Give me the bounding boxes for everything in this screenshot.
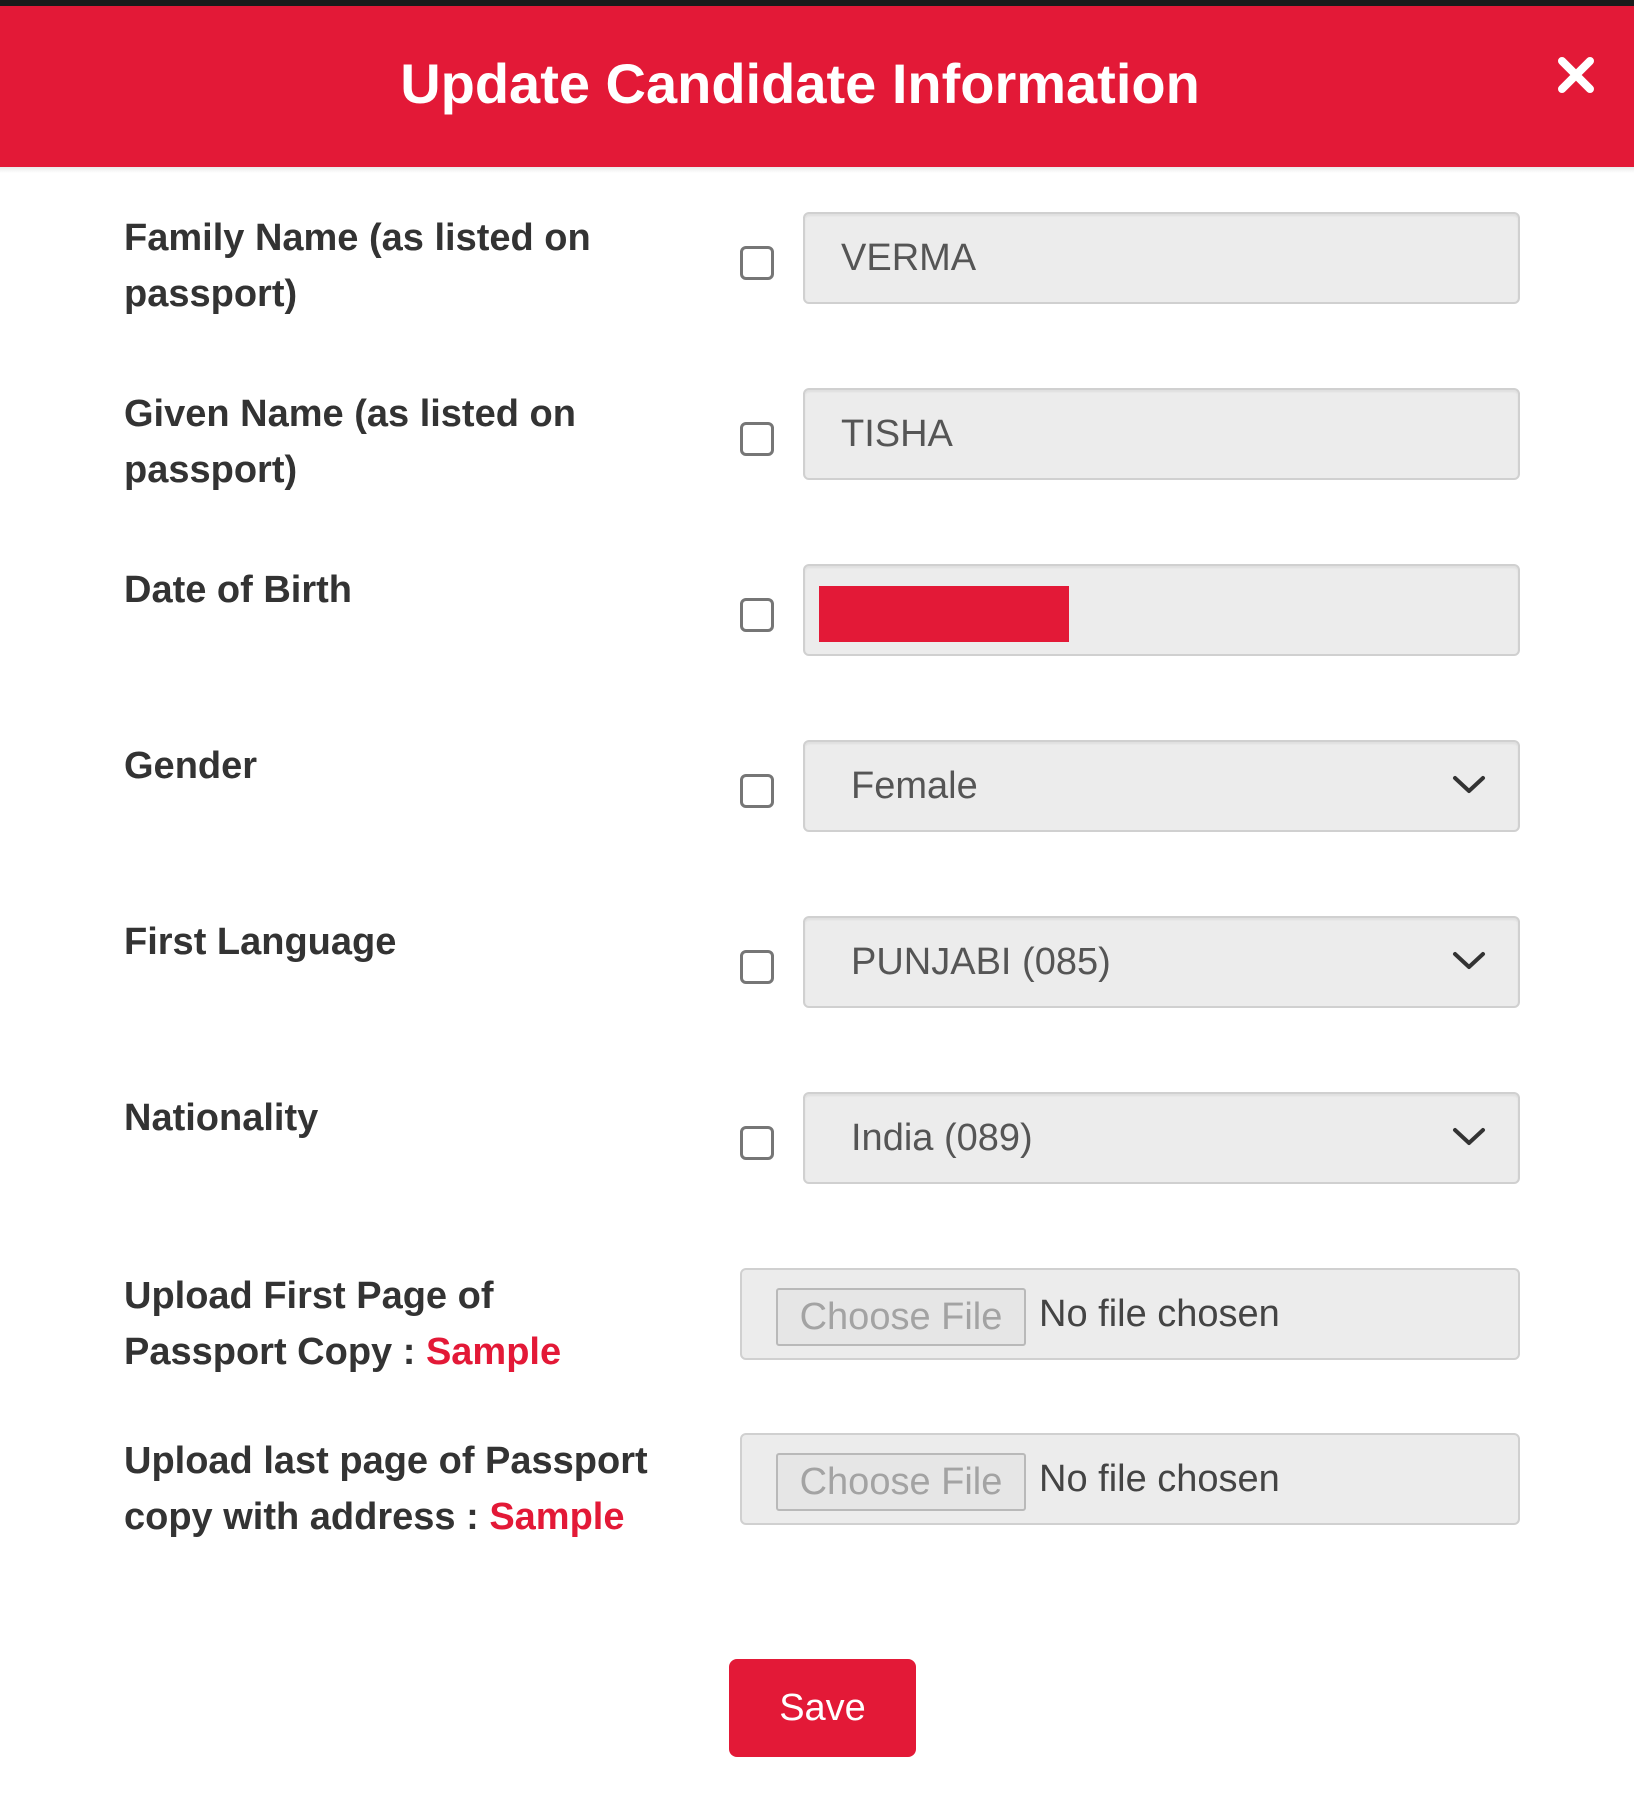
redaction-block <box>819 586 1069 642</box>
given-name-checkbox[interactable] <box>740 422 774 456</box>
upload-last-page-label-line1: Upload last page of Passport <box>124 1440 648 1482</box>
gender-selected-value: Female <box>851 765 978 807</box>
chevron-down-icon <box>1452 774 1486 796</box>
choose-file-button[interactable]: Choose File <box>776 1453 1026 1511</box>
chevron-down-icon <box>1452 950 1486 972</box>
given-name-field[interactable] <box>803 388 1520 480</box>
first-language-select[interactable] <box>803 916 1520 1008</box>
upload-last-page-label-line2: copy with address : <box>124 1496 479 1538</box>
gender-label: Gender <box>124 745 258 787</box>
save-button[interactable]: Save <box>729 1659 916 1757</box>
dob-field[interactable] <box>803 564 1520 656</box>
family-name-label: Family Name (as listed on passport) <box>124 217 591 315</box>
upload-first-page-label-line1: Upload First Page of <box>124 1275 494 1317</box>
choose-file-button[interactable]: Choose File <box>776 1288 1026 1346</box>
first-language-checkbox[interactable] <box>740 950 774 984</box>
given-name-label: Given Name (as listed on passport) <box>124 393 576 491</box>
modal-title: Update Candidate Information <box>400 52 1200 115</box>
close-icon <box>1556 55 1596 95</box>
upload-last-page-file-input[interactable] <box>740 1433 1520 1525</box>
first-language-label: First Language <box>124 921 397 963</box>
sample-link-first-page[interactable]: Sample <box>425 1331 562 1373</box>
upload-first-page-file-input[interactable] <box>740 1268 1520 1360</box>
header-divider <box>0 167 1634 173</box>
sample-link-last-page[interactable]: Sample <box>489 1496 625 1538</box>
nationality-checkbox[interactable] <box>740 1126 774 1160</box>
upload-first-page-label-line2: Passport Copy : <box>124 1331 416 1373</box>
close-button[interactable] <box>1556 55 1606 105</box>
given-name-value: TISHA <box>841 413 953 455</box>
upload-last-page-label <box>124 1433 684 1545</box>
gender-checkbox[interactable] <box>740 774 774 808</box>
family-name-value: VERMA <box>841 237 977 279</box>
gender-select[interactable] <box>803 740 1520 832</box>
first-language-selected-value: PUNJABI (085) <box>851 941 1111 983</box>
nationality-selected-value: India (089) <box>851 1117 1033 1159</box>
dob-label: Date of Birth <box>124 569 352 611</box>
chevron-down-icon <box>1452 1126 1486 1148</box>
family-name-checkbox[interactable] <box>740 246 774 280</box>
dob-checkbox[interactable] <box>740 598 774 632</box>
file-status: No file chosen <box>1039 1293 1280 1335</box>
file-status: No file chosen <box>1039 1458 1280 1500</box>
family-name-field[interactable] <box>803 212 1520 304</box>
nationality-select[interactable] <box>803 1092 1520 1184</box>
upload-first-page-label <box>124 1268 684 1380</box>
nationality-label: Nationality <box>124 1097 319 1139</box>
